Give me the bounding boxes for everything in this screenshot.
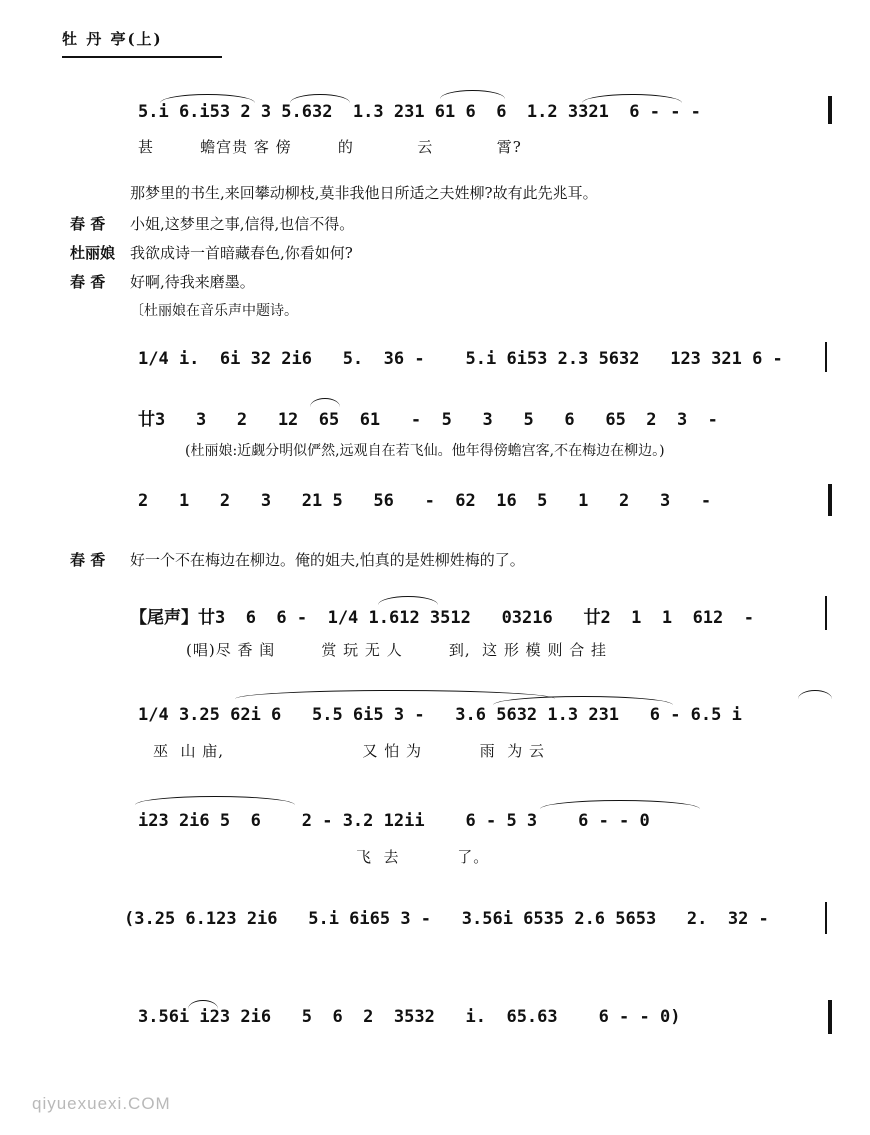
slur [540,800,700,809]
score-line-8: (3.25 6.123 2i6 5.i 6i65 3 - 3.56i 6535 2.6 5653 2. 32 - [124,909,769,929]
dialog-text: 我欲成诗一首暗藏春色,你看如何? [130,244,353,262]
barline [825,596,827,630]
dialog-text: 好一个不在梅边在柳边。俺的姐夫,怕真的是姓柳姓梅的了。 [130,551,525,569]
header-rule [62,56,222,58]
slur [135,796,295,805]
page-header: 牡 丹 亭(上) [62,30,163,48]
score-line-2: 1/4 i. 6i 32 2i6 5. 36 - 5.i 6i53 2.3 5632 123 321 6 - [138,349,783,369]
score-line-6: 1/4 3.25 62i 6 5.5 6i5 3 - 3.6 5632 1.3 231 6 - 6.5 i [138,705,742,725]
slur [235,690,555,699]
speaker-name: 春 香 [70,273,106,291]
prose-line: 那梦里的书生,来回攀动柳枝,莫非我他日所适之夫姓柳?故有此先兆耳。 [130,184,598,202]
end-barline [828,484,832,516]
lyric-line-7: 飞 去 了。 [356,848,490,866]
stage-direction: 〔杜丽娘在音乐声中题诗。 [130,303,298,319]
lyric-line-1: 甚 蟾宫贵 客 傍 的 云 霄? [138,138,522,156]
score-line-3: 廿3 3 2 12 65 61 - 5 3 5 6 65 2 3 - [138,410,718,430]
score-line-1: 5.i 6.i53 2 3 5.632 1.3 231 61 6 6 1.2 3321 6 - - - [138,102,701,122]
slur [160,94,255,103]
slur [188,1000,218,1009]
score-line-4: 2 1 2 3 21 5 56 - 62 16 5 1 2 3 - [138,491,712,511]
score-line-7: i23 2i6 5 6 2 - 3.2 12ii 6 - 5 3 6 - - 0 [138,811,650,831]
barline [825,902,827,934]
speaker-name: 春 香 [70,215,106,233]
dialog-text: 好啊,待我来磨墨。 [130,273,255,291]
lyric-line-6: 巫 山 庙, 又 怕 为 雨 为 云 [153,742,546,760]
dialog-text: 小姐,这梦里之事,信得,也信不得。 [130,215,355,233]
slur [290,94,350,103]
score-line-9: 3.56i i23 2i6 5 6 2 3532 i. 65.63 6 - - 0) [138,1007,681,1027]
watermark-text: qiyuexuexi.COM [32,1094,171,1113]
slur [440,90,505,99]
slur [310,398,340,407]
end-barline [828,96,832,124]
aside-text: (杜丽娘:近觑分明似俨然,远观自在若飞仙。他年得傍蟾宫客,不在梅边在柳边。) [185,443,665,459]
slur [378,596,438,605]
lyric-line-5: (唱)尽 香 闺 赏 玩 无 人 到, 这 形 模 则 合 挂 [186,641,607,659]
speaker-name: 春 香 [70,551,106,569]
slur [798,690,832,699]
barline [825,342,827,372]
slur [582,94,682,103]
end-barline [828,1000,832,1034]
speaker-name: 杜丽娘 [70,244,116,262]
score-line-5: 【尾声】廿3 6 6 - 1/4 1.612 3512 03216 廿2 1 1 612 - [130,608,754,628]
